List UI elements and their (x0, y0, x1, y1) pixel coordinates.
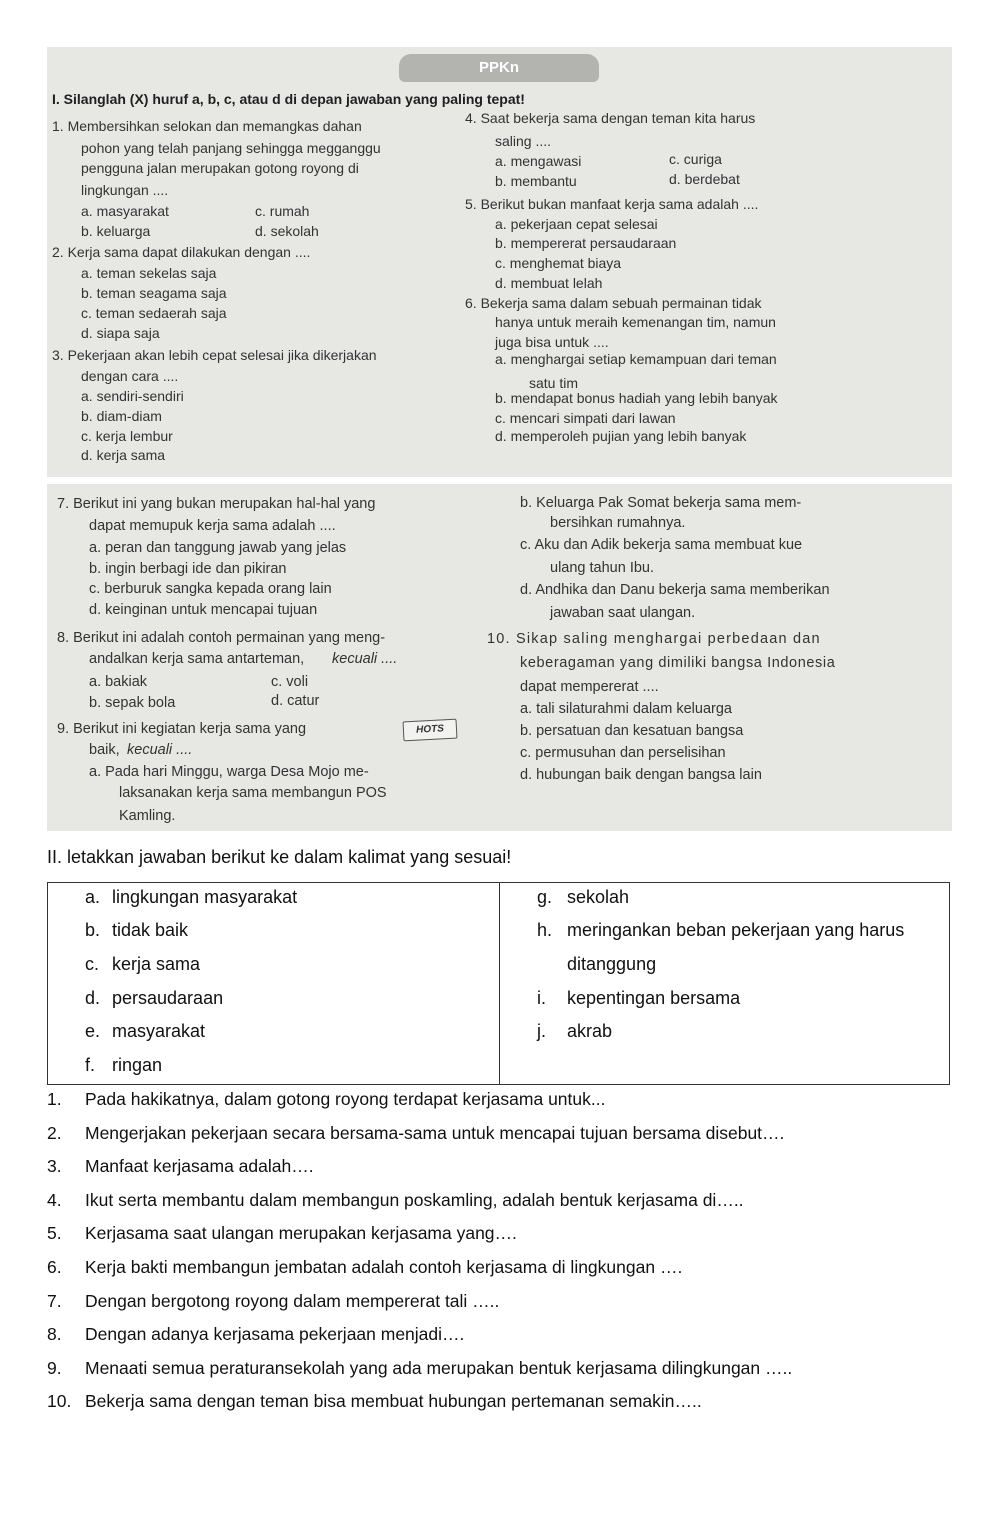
option-text: kepentingan bersama (567, 988, 741, 1008)
question-number: 10. (47, 1391, 72, 1411)
q8-option: c. voli (271, 674, 309, 690)
option-letter: g. (537, 887, 553, 907)
q6-option: b. mendapat bonus hadiah yang lebih banyak (495, 390, 778, 406)
option-item (537, 954, 656, 975)
option-letter: e. (85, 1021, 101, 1041)
question-number: 8. (47, 1324, 62, 1344)
q10-option: c. permusuhan dan perselisihan (520, 745, 726, 761)
question-text: Manfaat kerjasama adalah…. (85, 1156, 314, 1176)
answer-options-table (47, 882, 950, 1085)
option-letter: i. (537, 988, 546, 1008)
section1-instruction: I. Silanglah (X) huruf a, b, c, atau d di depan jawaban yang paling tepat! (52, 91, 525, 107)
q9-option: jawaban saat ulangan. (550, 605, 696, 621)
q7-option: c. berburuk sangka kepada orang lain (89, 581, 332, 597)
q9-option: Kamling. (119, 808, 176, 824)
q7-option: b. ingin berbagi ide dan pikiran (89, 561, 287, 577)
q1-line: 1. Membersihkan selokan dan memangkas dahan (52, 118, 362, 134)
q3-option: b. diam-diam (81, 408, 162, 424)
question-text: Mengerjakan pekerjaan secara bersama-sama untuk mencapai tujuan bersama disebut…. (85, 1123, 785, 1143)
question-item (47, 1257, 682, 1278)
q7-option: d. keinginan untuk mencapai tujuan (89, 602, 318, 618)
question-text: Menaati semua peraturansekolah yang ada merupakan bentuk kerjasama dilingkungan ….. (85, 1358, 793, 1378)
q7-option: a. peran dan tanggung jawab yang jelas (89, 540, 347, 556)
section2-heading: II. letakkan jawaban berikut ke dalam kalimat yang sesuai! (47, 847, 512, 867)
q6-line: 6. Bekerja sama dalam sebuah permainan tidak (465, 295, 762, 311)
question-text: Dengan bergotong royong dalam mempererat tali ….. (85, 1291, 500, 1311)
q5-option: b. mempererat persaudaraan (495, 235, 677, 251)
option-letter: a. (85, 887, 101, 907)
q9-line-emphasis: kecuali .... (127, 742, 193, 758)
q5-option: a. pekerjaan cepat selesai (495, 216, 658, 232)
option-text: masyarakat (112, 1021, 206, 1041)
q1-option: a. masyarakat (81, 203, 169, 219)
option-letter: c. (85, 954, 100, 974)
q9-option: bersihkan rumahnya. (550, 515, 686, 531)
q9-option: b. Keluarga Pak Somat bekerja sama mem- (520, 495, 802, 511)
question-item (47, 1324, 464, 1345)
question-item (47, 1089, 605, 1110)
q2-option: a. teman sekelas saja (81, 265, 217, 281)
option-text: akrab (567, 1021, 613, 1041)
q3-option: a. sendiri-sendiri (81, 388, 184, 404)
question-item (47, 1358, 792, 1379)
q6-option: d. memperoleh pujian yang lebih banyak (495, 428, 747, 444)
q2-option: b. teman seagama saja (81, 285, 227, 301)
q7-line: dapat memupuk kerja sama adalah .... (89, 518, 336, 534)
q9-line: baik, (89, 742, 120, 758)
q1-line: pohon yang telah panjang sehingga megganggu (81, 140, 381, 156)
option-letter: f. (85, 1055, 96, 1075)
q10-line: 10. Sikap saling menghargai perbedaan dan (487, 631, 821, 647)
option-text: meringankan beban pekerjaan yang harus (567, 920, 905, 940)
q1-line: lingkungan .... (81, 182, 169, 198)
q1-option: c. rumah (255, 203, 310, 219)
question-text: Kerjasama saat ulangan merupakan kerjasama yang…. (85, 1223, 517, 1243)
q9-option: laksanakan kerja sama membangun POS (119, 785, 387, 801)
q6-option: satu tim (529, 375, 579, 391)
q4-option: a. mengawasi (495, 153, 582, 169)
question-text: Dengan adanya kerjasama pekerjaan menjadi…. (85, 1324, 465, 1344)
question-number: 5. (47, 1223, 62, 1243)
q1-option: d. sekolah (255, 223, 319, 239)
q8-line: 8. Berikut ini adalah contoh permainan yang meng- (57, 630, 386, 646)
question-text: Kerja bakti membangun jembatan adalah contoh kerjasama di lingkungan …. (85, 1257, 683, 1277)
option-letter: j. (537, 1021, 546, 1041)
option-text: sekolah (567, 887, 630, 907)
question-text: Bekerja sama dengan teman bisa membuat hubungan pertemanan semakin….. (85, 1391, 702, 1411)
q8-option: a. bakiak (89, 674, 148, 690)
q5-option: d. membuat lelah (495, 275, 603, 291)
hots-badge: HOTS (403, 719, 458, 742)
option-item (85, 1021, 205, 1042)
q8-option: d. catur (271, 693, 320, 709)
option-letter: b. (85, 920, 101, 940)
option-text: ditanggung (567, 954, 657, 974)
worksheet-scan-top (47, 47, 952, 477)
question-number: 7. (47, 1291, 62, 1311)
question-item (47, 1123, 784, 1144)
q4-option: d. berdebat (669, 171, 740, 187)
q6-line: hanya untuk meraih kemenangan tim, namun (495, 314, 776, 330)
option-letter: h. (537, 920, 553, 940)
option-item (537, 988, 740, 1009)
q8-line: andalkan kerja sama antarteman, (89, 651, 305, 667)
q3-option: d. kerja sama (81, 447, 166, 463)
q4-option: c. curiga (669, 151, 722, 167)
q2-line: 2. Kerja sama dapat dilakukan dengan .... (52, 244, 311, 260)
option-item (85, 887, 297, 908)
option-letter: d. (85, 988, 101, 1008)
question-number: 3. (47, 1156, 62, 1176)
q8-option: b. sepak bola (89, 695, 176, 711)
q9-option: a. Pada hari Minggu, warga Desa Mojo me- (89, 764, 369, 780)
question-number: 1. (47, 1089, 62, 1109)
q5-line: 5. Berikut bukan manfaat kerja sama adalah .... (465, 196, 759, 212)
option-item (537, 920, 904, 941)
q3-line: dengan cara .... (81, 368, 179, 384)
q4-option: b. membantu (495, 173, 577, 189)
q9-line: 9. Berikut ini kegiatan kerja sama yang (57, 721, 307, 737)
q7-line: 7. Berikut ini yang bukan merupakan hal-hal yang (57, 496, 376, 512)
option-item (537, 887, 629, 908)
question-number: 6. (47, 1257, 62, 1277)
q10-option: a. tali silaturahmi dalam keluarga (520, 701, 732, 717)
q4-line: 4. Saat bekerja sama dengan teman kita harus (465, 110, 756, 126)
q10-line: dapat mempererat .... (520, 679, 659, 695)
q1-line: pengguna jalan merupakan gotong royong di (81, 160, 359, 176)
q10-option: d. hubungan baik dengan bangsa lain (520, 767, 762, 783)
option-text: kerja sama (112, 954, 201, 974)
q10-option: b. persatuan dan kesatuan bangsa (520, 723, 744, 739)
question-number: 9. (47, 1358, 62, 1378)
q9-option: d. Andhika dan Danu bekerja sama memberikan (520, 582, 830, 598)
question-number: 4. (47, 1190, 62, 1210)
q10-line: keberagaman yang dimiliki bangsa Indonesia (520, 655, 836, 671)
q3-option: c. kerja lembur (81, 428, 173, 444)
option-item (537, 1021, 612, 1042)
q5-option: c. menghemat biaya (495, 255, 622, 271)
worksheet-scan-bottom (47, 484, 952, 831)
question-text: Pada hakikatnya, dalam gotong royong terdapat kerjasama untuk... (85, 1089, 606, 1109)
question-item (47, 1223, 517, 1244)
option-item (85, 920, 188, 941)
table-divider (499, 883, 500, 1084)
question-item (47, 1190, 744, 1211)
q4-line: saling .... (495, 133, 552, 149)
q1-option: b. keluarga (81, 223, 151, 239)
q6-line: juga bisa untuk .... (495, 334, 609, 350)
option-text: tidak baik (112, 920, 189, 940)
q8-line-emphasis: kecuali .... (332, 651, 398, 667)
option-text: lingkungan masyarakat (112, 887, 298, 907)
q9-option: c. Aku dan Adik bekerja sama membuat kue (520, 537, 803, 553)
question-item (47, 1291, 499, 1312)
question-number: 2. (47, 1123, 62, 1143)
q6-option: c. mencari simpati dari lawan (495, 410, 676, 426)
option-item (85, 1055, 162, 1076)
option-text: persaudaraan (112, 988, 224, 1008)
q9-option: ulang tahun Ibu. (550, 560, 655, 576)
option-text: ringan (112, 1055, 163, 1075)
q2-option: c. teman sedaerah saja (81, 305, 227, 321)
q6-option: a. menghargai setiap kemampuan dari teman (495, 351, 777, 367)
question-text: Ikut serta membantu dalam membangun poskamling, adalah bentuk kerjasama di….. (85, 1190, 744, 1210)
q2-option: d. siapa saja (81, 325, 160, 341)
option-item (85, 988, 223, 1009)
question-item (47, 1156, 314, 1177)
q3-line: 3. Pekerjaan akan lebih cepat selesai jika dikerjakan (52, 347, 377, 363)
option-item (85, 954, 200, 975)
question-item (47, 1391, 702, 1412)
subject-title: PPKn (399, 54, 599, 82)
